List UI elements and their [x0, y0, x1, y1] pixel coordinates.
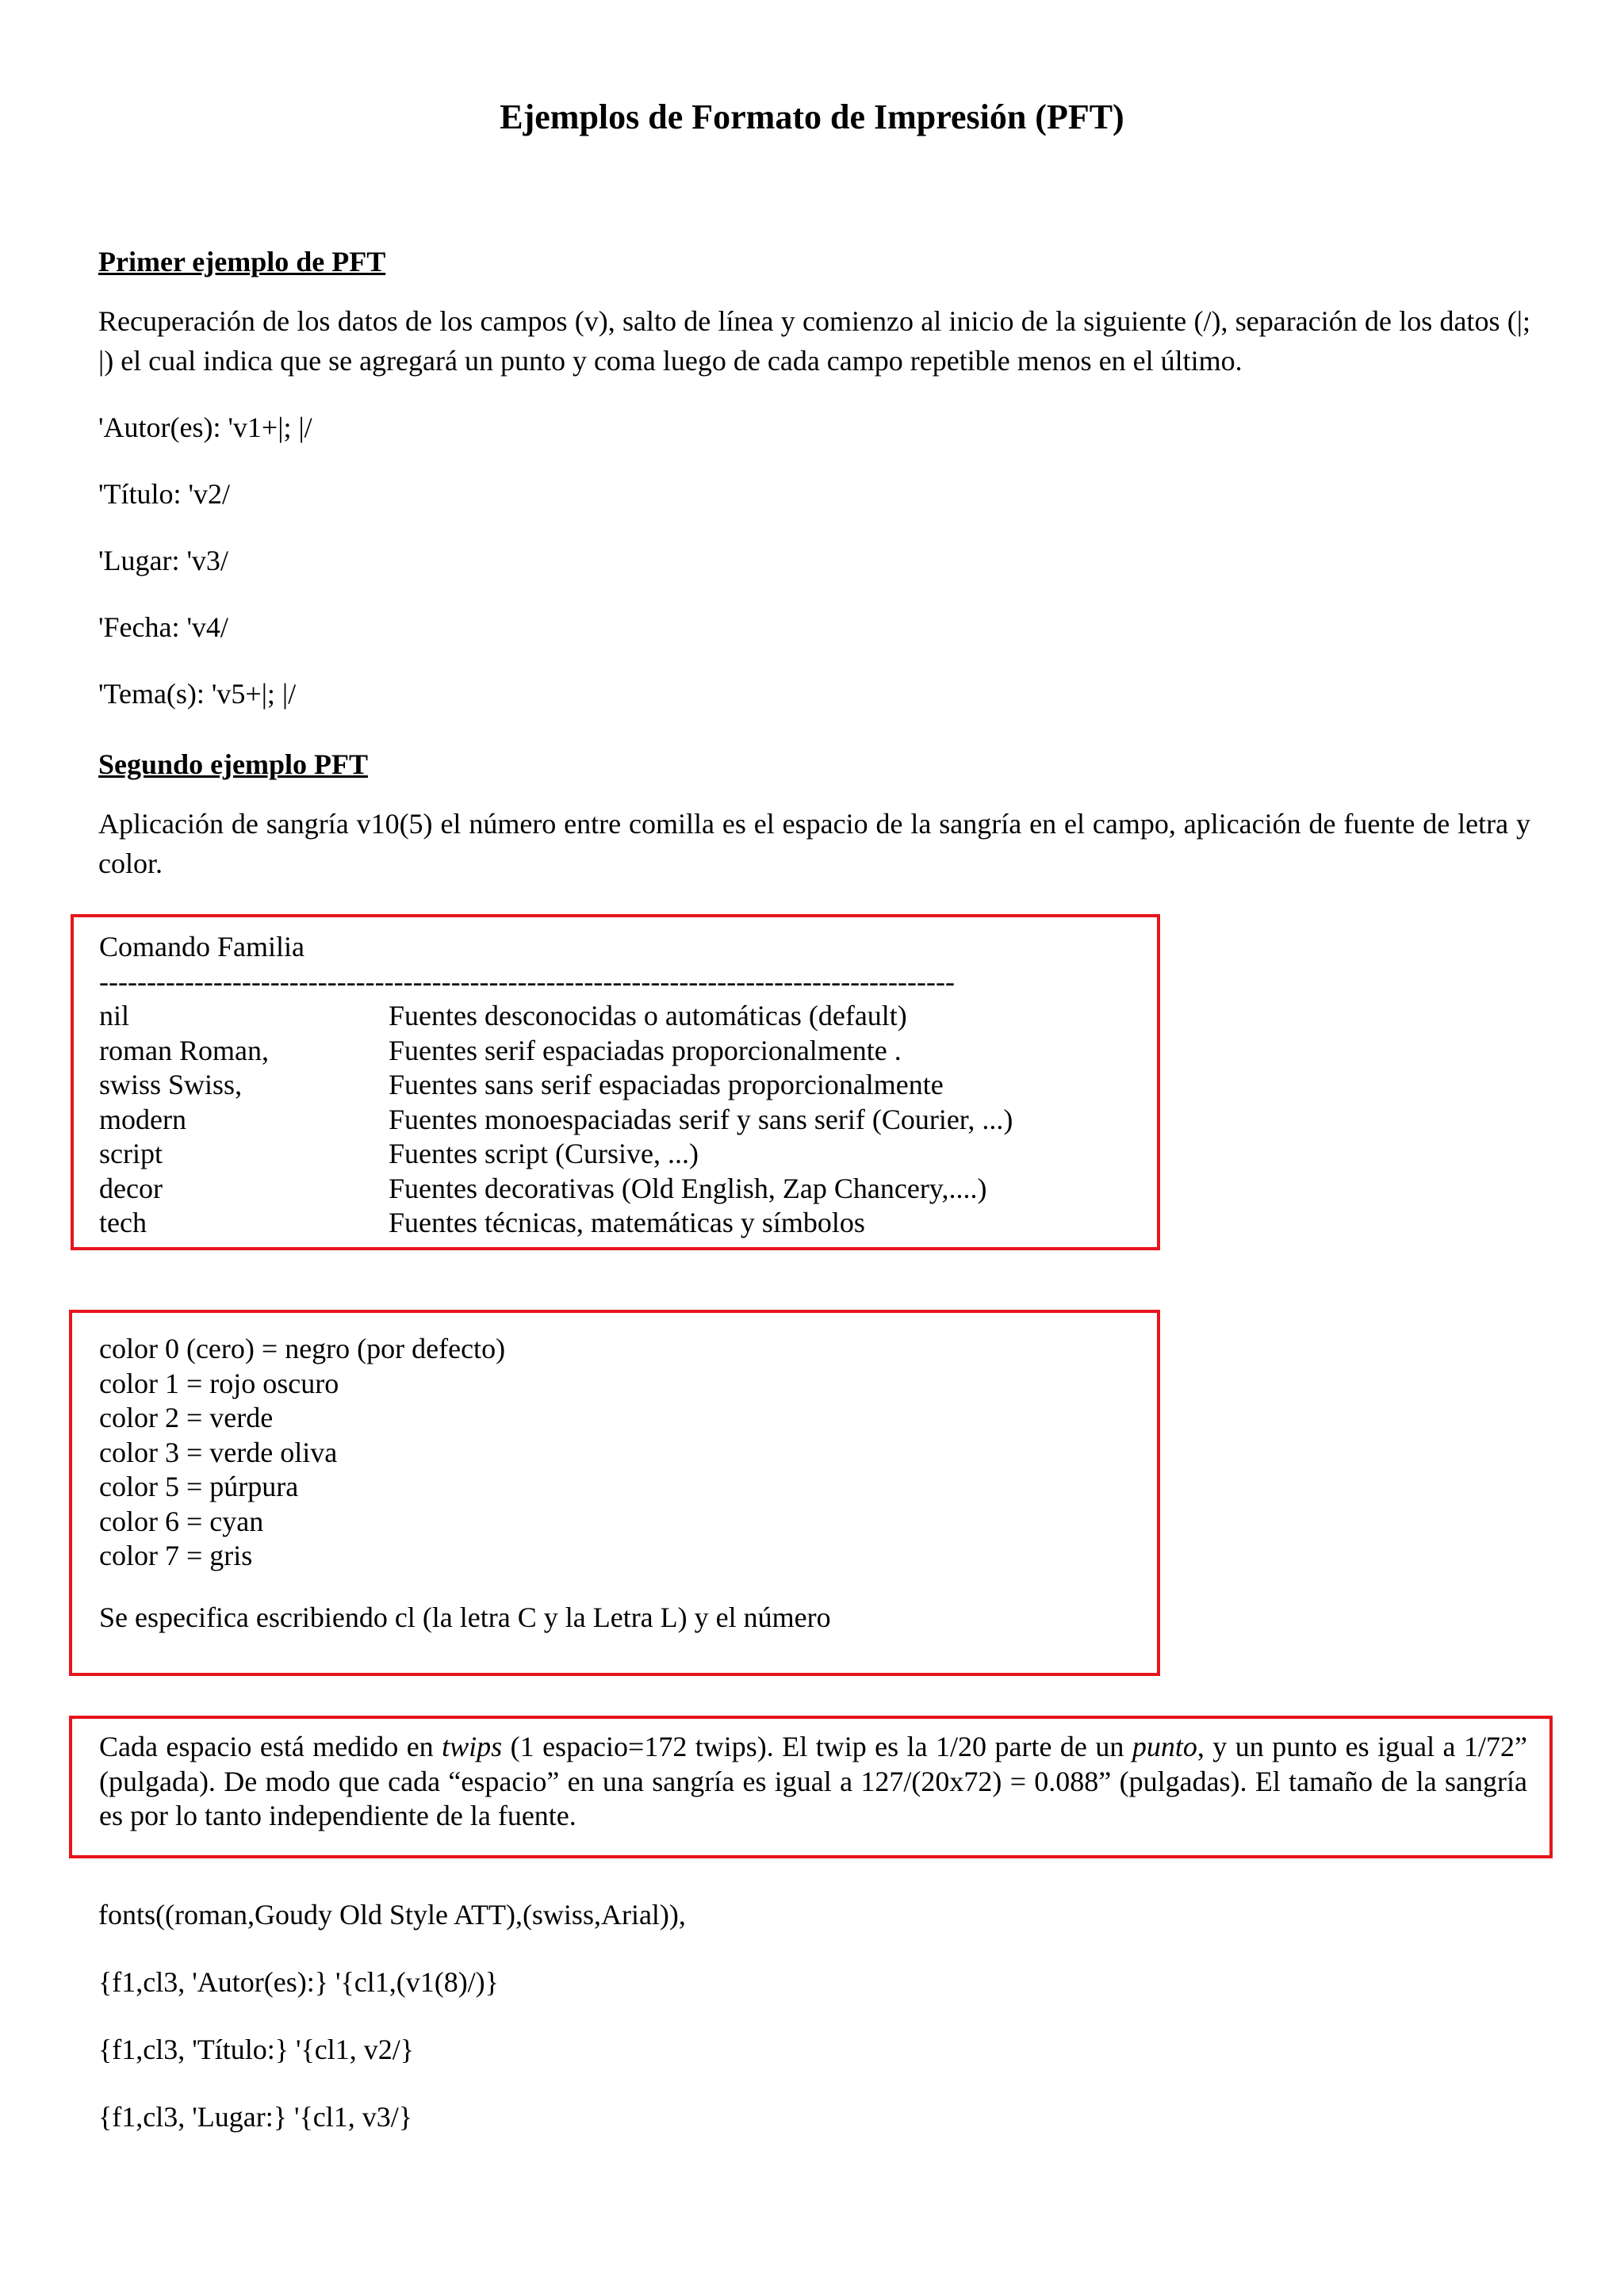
font-table-separator: ------------------------------------------------------------------------------------------ [99, 965, 955, 997]
twips-note-box [69, 1716, 1553, 1858]
twips-explanation [99, 1730, 1527, 1834]
color-line: color 1 = rojo oscuro [99, 1367, 339, 1399]
font-row [99, 1068, 1157, 1103]
font-description: Fuentes monoespaciadas serif y sans serif (Courier, ...) [389, 1103, 1013, 1135]
font-command: decor [99, 1172, 163, 1204]
font-row [99, 999, 1157, 1034]
color-codes-box [69, 1310, 1160, 1676]
font-command: swiss Swiss, [99, 1069, 243, 1100]
code-line-fecha: 'Fecha: 'v4/ [98, 611, 228, 643]
font-description: Fuentes decorativas (Old English, Zap Chancery,....) [389, 1172, 987, 1204]
color-line: color 6 = cyan [99, 1505, 264, 1537]
code-line-autor: 'Autor(es): 'v1+|; |/ [98, 411, 312, 443]
font-row [99, 1206, 1157, 1241]
font-command: nil [99, 1000, 130, 1031]
page-title: Ejemplos de Formato de Impresión (PFT) [500, 98, 1124, 136]
section-1-heading: Primer ejemplo de PFT [98, 246, 386, 277]
twips-text-part: , y un punto es igual a 1/72” (pulgada). De modo que cada “espacio” en una sangría es igual a 127/(20x72) = 0.088” (pulgadas). El tamaño de la sangría es por lo tanto independiente de la fuente. [99, 1731, 1527, 1831]
code-line-titulo: 'Título: 'v2/ [98, 478, 230, 510]
font-command: roman Roman, [99, 1034, 269, 1066]
font-description: Fuentes script (Cursive, ...) [389, 1138, 699, 1169]
font-row [99, 1172, 1157, 1207]
section-1-description: Recuperación de los datos de los campos (v), salto de línea y comienzo al inicio de la siguiente (/), separación de los datos (|; |) el cual indica que se agregará un punto y coma luego de cada campo repetible menos en el último. [98, 305, 1530, 377]
font-description: Fuentes desconocidas o automáticas (default) [389, 1000, 907, 1031]
color-note: Se especifica escribiendo cl (la letra C y la Letra L) y el número [99, 1601, 831, 1633]
font-command: modern [99, 1103, 186, 1135]
code-line-lugar: 'Lugar: 'v3/ [98, 545, 228, 576]
twips-term: twips [442, 1731, 503, 1762]
color-line: color 5 = púrpura [99, 1471, 299, 1502]
format-examples [98, 1895, 1530, 2164]
color-line: color 2 = verde [99, 1402, 274, 1433]
punto-term: punto [1132, 1731, 1197, 1762]
font-row [99, 1034, 1157, 1069]
example-titulo-line: {f1,cl3, 'Título:} '{cl1, v2/} [98, 2034, 415, 2065]
example-lugar-line: {f1,cl3, 'Lugar:} '{cl1, v3/} [98, 2101, 412, 2133]
font-row [99, 1103, 1157, 1138]
code-line-tema: 'Tema(s): 'v5+|; |/ [98, 678, 297, 710]
font-family-box [71, 914, 1160, 1250]
font-table-header: Comando Familia [99, 931, 304, 962]
color-line: color 3 = verde oliva [99, 1436, 338, 1468]
example-fonts-line: fonts((roman,Goudy Old Style ATT),(swiss,Arial)), [98, 1899, 686, 1931]
example-autor-line: {f1,cl3, 'Autor(es):} '{cl1,(v1(8)/)} [98, 1966, 499, 1998]
section-1 [98, 238, 1530, 910]
twips-text-part: Cada espacio está medido en [99, 1731, 442, 1762]
section-2-description: Aplicación de sangría v10(5) el número entre comilla es el espacio de la sangría en el campo, aplicación de fuente de letra y color. [98, 808, 1530, 879]
twips-text-part: (1 espacio=172 twips). El twip es la 1/20 parte de un [502, 1731, 1132, 1762]
font-command: script [99, 1138, 163, 1169]
section-2-heading: Segundo ejemplo PFT [98, 748, 369, 780]
color-line: color 7 = gris [99, 1540, 253, 1571]
font-command: tech [99, 1207, 147, 1238]
color-line: color 0 (cero) = negro (por defecto) [99, 1333, 506, 1364]
font-row [99, 1137, 1157, 1172]
font-description: Fuentes sans serif espaciadas proporcionalmente [389, 1069, 944, 1100]
font-description: Fuentes técnicas, matemáticas y símbolos [389, 1207, 865, 1238]
font-description: Fuentes serif espaciadas proporcionalmente . [389, 1034, 902, 1066]
